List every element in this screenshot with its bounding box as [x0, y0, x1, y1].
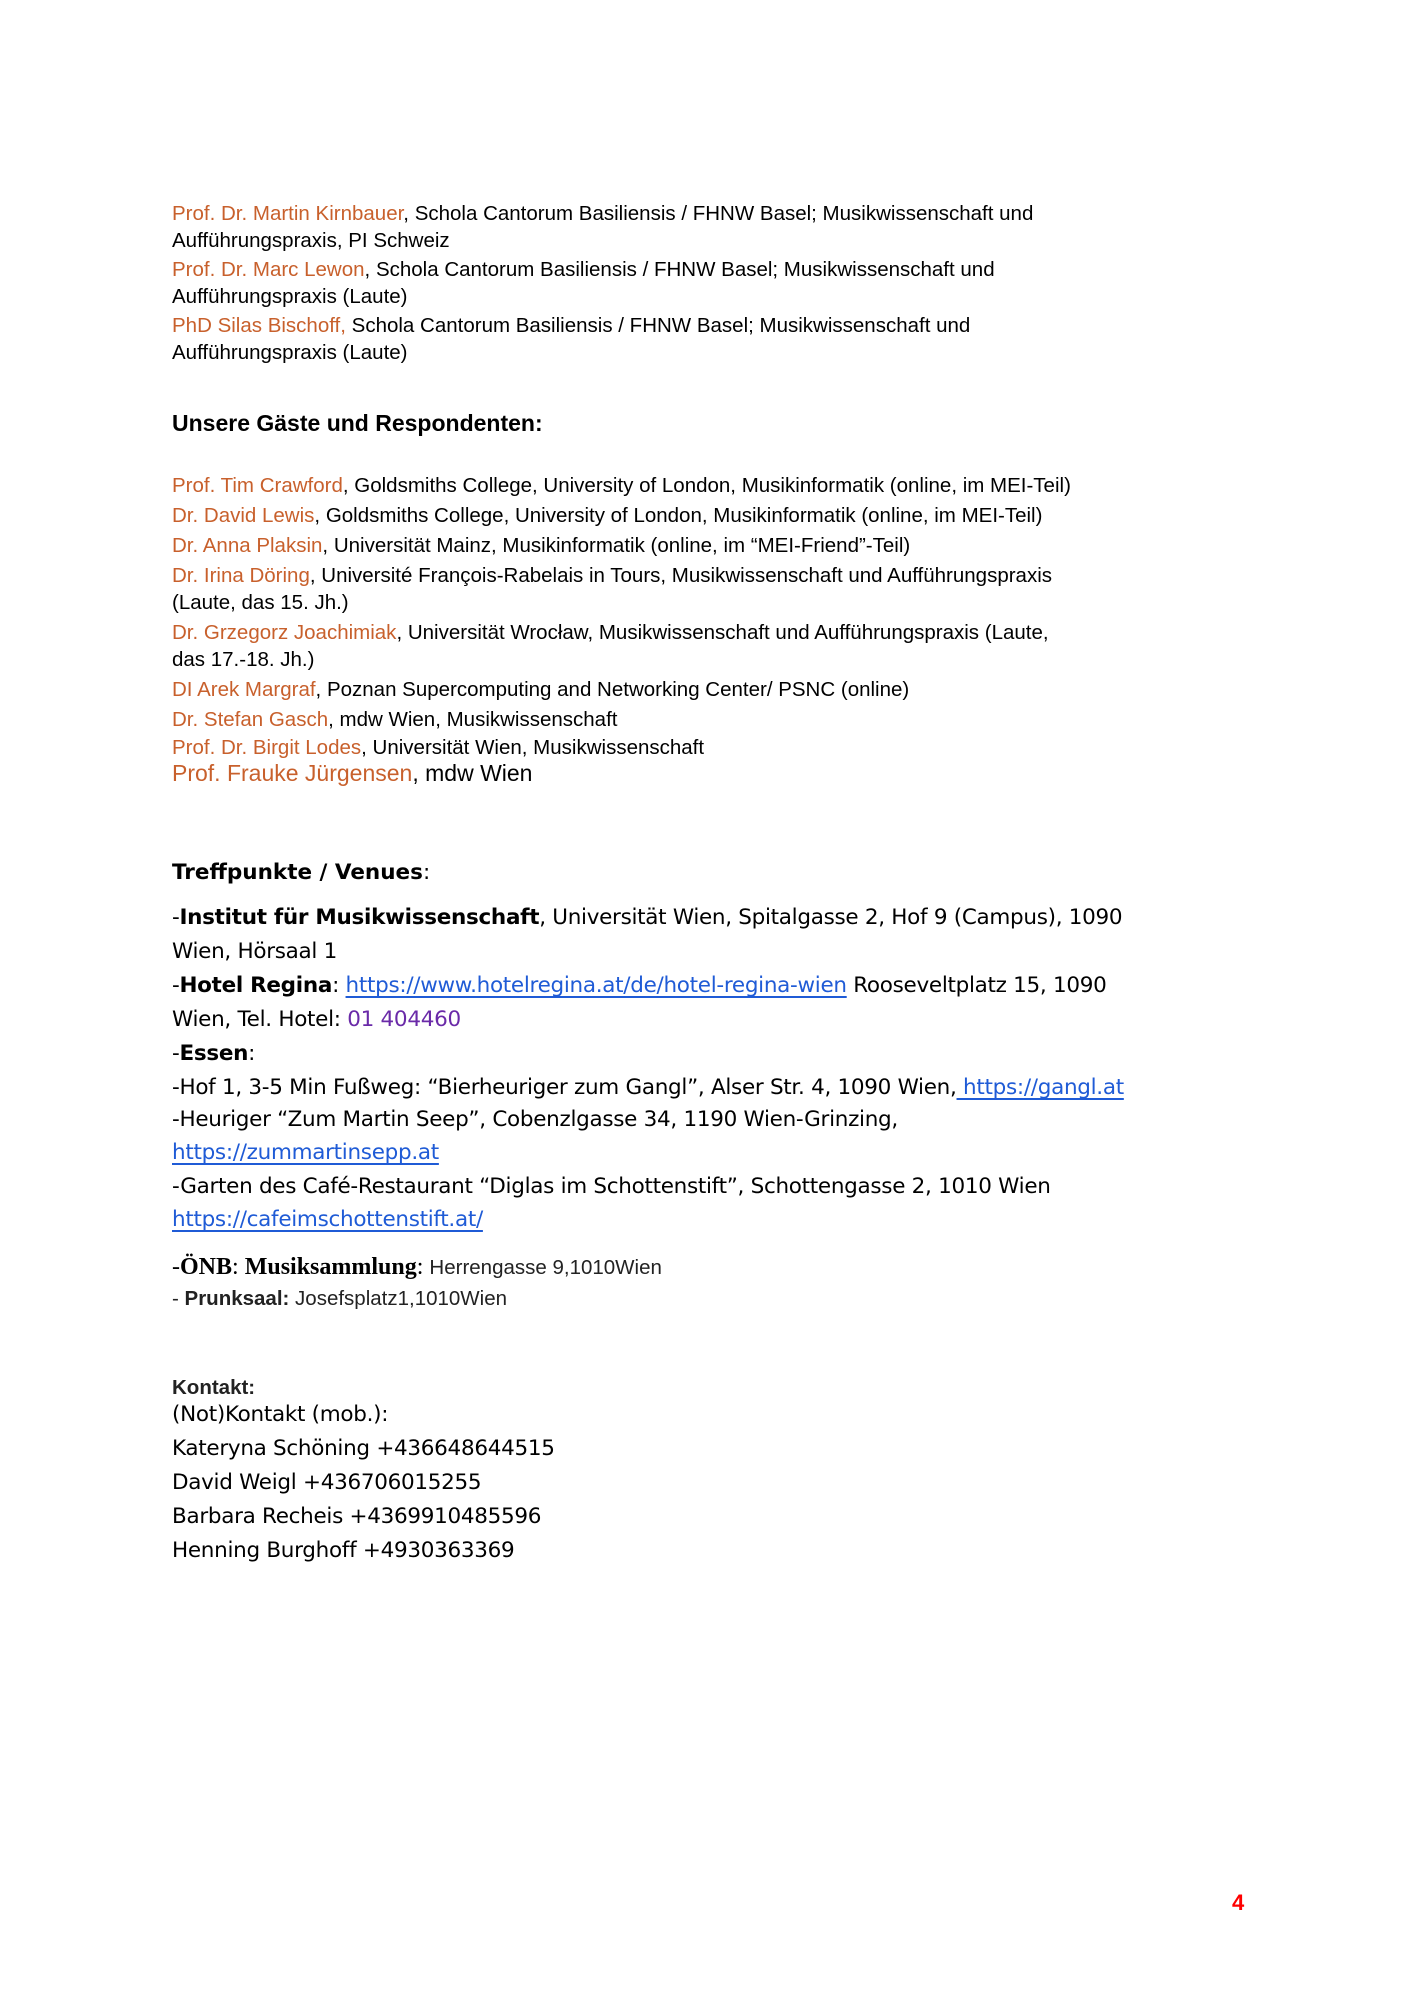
venue-onb [172, 1252, 662, 1285]
venue-institut [172, 903, 1122, 933]
dash: - [172, 1254, 180, 1280]
dash: - [172, 1287, 185, 1310]
affiliation: Goldsmiths College, University of London, Musikinformatik (online, im MEI-Teil) [354, 474, 1071, 497]
person-name: Dr. Grzegorz Joachimiak [172, 621, 397, 644]
seep-link-line [172, 1138, 439, 1168]
restaurant-seep: -Heuriger “Zum Martin Seep”, Cobenzlgasse 34, 1190 Wien-Grinzing, [172, 1107, 898, 1132]
person-name: Dr. Stefan Gasch [172, 708, 329, 731]
contact-name: Henning Burghoff [172, 1538, 357, 1563]
colon: : [416, 1254, 430, 1280]
affiliation: Université François-Rabelais in Tours, Musikwissenschaft und Aufführungspraxis [321, 564, 1053, 587]
diglas-link-line [172, 1205, 483, 1235]
affiliation: Schola Cantorum Basiliensis / FHNW Basel; Musikwissenschaft und [375, 258, 995, 281]
affiliation-cont: Aufführungspraxis (Laute) [172, 285, 408, 308]
affiliation: Universität Mainz, Musikinformatik (online, im “MEI-Friend”-Teil) [333, 534, 911, 557]
guests-heading: Unsere Gäste und Respondenten: [172, 410, 543, 436]
venue-name: Hotel Regina [179, 973, 333, 998]
separator: , [328, 708, 340, 731]
diglas-link[interactable]: https://cafeimschottenstift.at/ [172, 1207, 483, 1232]
person-name: Prof. Dr. Martin Kirnbauer [172, 202, 404, 225]
contact-name: David Weigl [172, 1470, 297, 1495]
venue-name: Institut für Musikwissenschaft [179, 905, 540, 930]
page-number: 4 [1232, 1890, 1245, 1915]
contact-person [172, 1468, 481, 1498]
contact-name: Barbara Recheis [172, 1504, 343, 1529]
separator: , [309, 564, 322, 587]
dash: - [172, 1041, 180, 1066]
contact-phone[interactable]: +4369910485596 [349, 1504, 542, 1529]
person-name: DI Arek Margraf [172, 678, 316, 701]
separator: , [314, 504, 326, 527]
prunksaal-address: Josefsplatz1,1010Wien [289, 1287, 508, 1310]
affiliation: Goldsmiths College, University of London, Musikinformatik (online, im MEI-Teil) [325, 504, 1043, 527]
separator: , [412, 760, 426, 786]
onb-address: Herrengasse 9,1010Wien [429, 1256, 662, 1279]
hotel-tel-label: Wien, Tel. Hotel: [172, 1007, 348, 1032]
separator: , [315, 678, 327, 701]
person-name: Prof. Frauke Jürgensen [172, 760, 413, 786]
team-entry-lewon [172, 256, 995, 284]
affiliation-cont: Aufführungspraxis, PI Schweiz [172, 229, 450, 252]
affiliation: mdw Wien, Musikwissenschaft [339, 708, 618, 731]
guest-entry [172, 532, 910, 560]
person-name: Prof. Dr. Marc Lewon [172, 258, 365, 281]
contact-person [172, 1536, 514, 1566]
affiliation-cont: Aufführungspraxis (Laute) [172, 341, 408, 364]
person-name: Prof. Tim Crawford [172, 474, 343, 497]
separator: , [396, 621, 408, 644]
person-name: Dr. Anna Plaksin [172, 534, 323, 557]
restaurant-diglas: -Garten des Café-Restaurant “Diglas im Schottenstift”, Schottengasse 2, 1010 Wien [172, 1174, 1051, 1199]
restaurant-gangl [172, 1073, 1124, 1103]
guest-entry [172, 758, 532, 788]
essen-heading [172, 1039, 255, 1069]
affiliation: Schola Cantorum Basiliensis / FHNW Basel; Musikwissenschaft und [414, 202, 1034, 225]
separator: , [361, 736, 373, 759]
contact-phone[interactable]: +436648644515 [376, 1436, 555, 1461]
affiliation: Poznan Supercomputing and Networking Center/ PSNC (online) [326, 678, 910, 701]
affiliation: Universität Wrocław, Musikwissenschaft und Aufführungspraxis (Laute, [407, 621, 1049, 644]
contact-heading: Kontakt: [172, 1376, 256, 1399]
guest-entry [172, 676, 909, 704]
colon: : [332, 973, 346, 998]
guest-entry [172, 502, 1042, 530]
contact-person [172, 1502, 541, 1532]
essen-label: Essen [179, 1041, 249, 1066]
affiliation-cont: (Laute, das 15. Jh.) [172, 591, 349, 614]
onb-label: ÖNB [180, 1254, 233, 1280]
separator: , [342, 474, 355, 497]
team-entry-kirnbauer [172, 200, 1033, 228]
colon: : [232, 1254, 245, 1280]
separator: , [364, 258, 376, 281]
person-name: Prof. Dr. Birgit Lodes [172, 736, 362, 759]
venue-hotel [172, 971, 1107, 1001]
gangl-link[interactable]: https://gangl.at [956, 1075, 1124, 1100]
hotel-phone[interactable]: 01 404460 [347, 1007, 461, 1032]
venues-heading-text: Treffpunkte / Venues [172, 860, 423, 885]
venue-address-cont [172, 1005, 461, 1035]
prunksaal-label: Prunksaal: [184, 1287, 290, 1310]
person-name: Dr. David Lewis [172, 504, 315, 527]
guest-entry [172, 619, 1049, 647]
venues-heading [172, 858, 430, 888]
person-name: PhD Silas Bischoff, [172, 314, 346, 337]
contact-phone[interactable]: +436706015255 [302, 1470, 482, 1495]
venue-address: Rooseveltplatz 15, 1090 [846, 973, 1107, 998]
team-entry-bischoff [172, 312, 970, 340]
contact-name: Kateryna Schöning [172, 1436, 370, 1461]
affiliation: Schola Cantorum Basiliensis / FHNW Basel; Musikwissenschaft und [351, 314, 971, 337]
separator: , [403, 202, 415, 225]
restaurant-text: -Hof 1, 3-5 Min Fußweg: “Bierheuriger zum Gangl”, Alser Str. 4, 1090 Wien, [172, 1075, 957, 1100]
affiliation-cont: das 17.-18. Jh.) [172, 648, 315, 671]
colon: : [248, 1041, 256, 1066]
person-name: Dr. Irina Döring [172, 564, 310, 587]
contact-subheading: (Not)Kontakt (mob.): [172, 1402, 389, 1427]
seep-link[interactable]: https://zummartinsepp.at [172, 1140, 439, 1165]
affiliation: Universität Wien, Musikwissenschaft [372, 736, 705, 759]
contact-person [172, 1434, 555, 1464]
colon: : [422, 860, 431, 885]
guest-entry [172, 706, 617, 734]
venue-address-cont: Wien, Hörsaal 1 [172, 939, 337, 964]
hotel-link[interactable]: https://www.hotelregina.at/de/hotel-regina-wien [345, 973, 847, 998]
dash: - [172, 905, 180, 930]
venue-prunksaal [172, 1285, 507, 1313]
guest-entry [172, 562, 1052, 590]
dash: - [172, 973, 180, 998]
separator: , [322, 534, 334, 557]
affiliation: mdw Wien [425, 760, 533, 786]
venue-address: , Universität Wien, Spitalgasse 2, Hof 9 (Campus), 1090 [539, 905, 1123, 930]
musiksammlung-label: Musiksammlung [244, 1254, 417, 1280]
guest-entry [172, 472, 1071, 500]
contact-phone[interactable]: +4930363369 [362, 1538, 515, 1563]
